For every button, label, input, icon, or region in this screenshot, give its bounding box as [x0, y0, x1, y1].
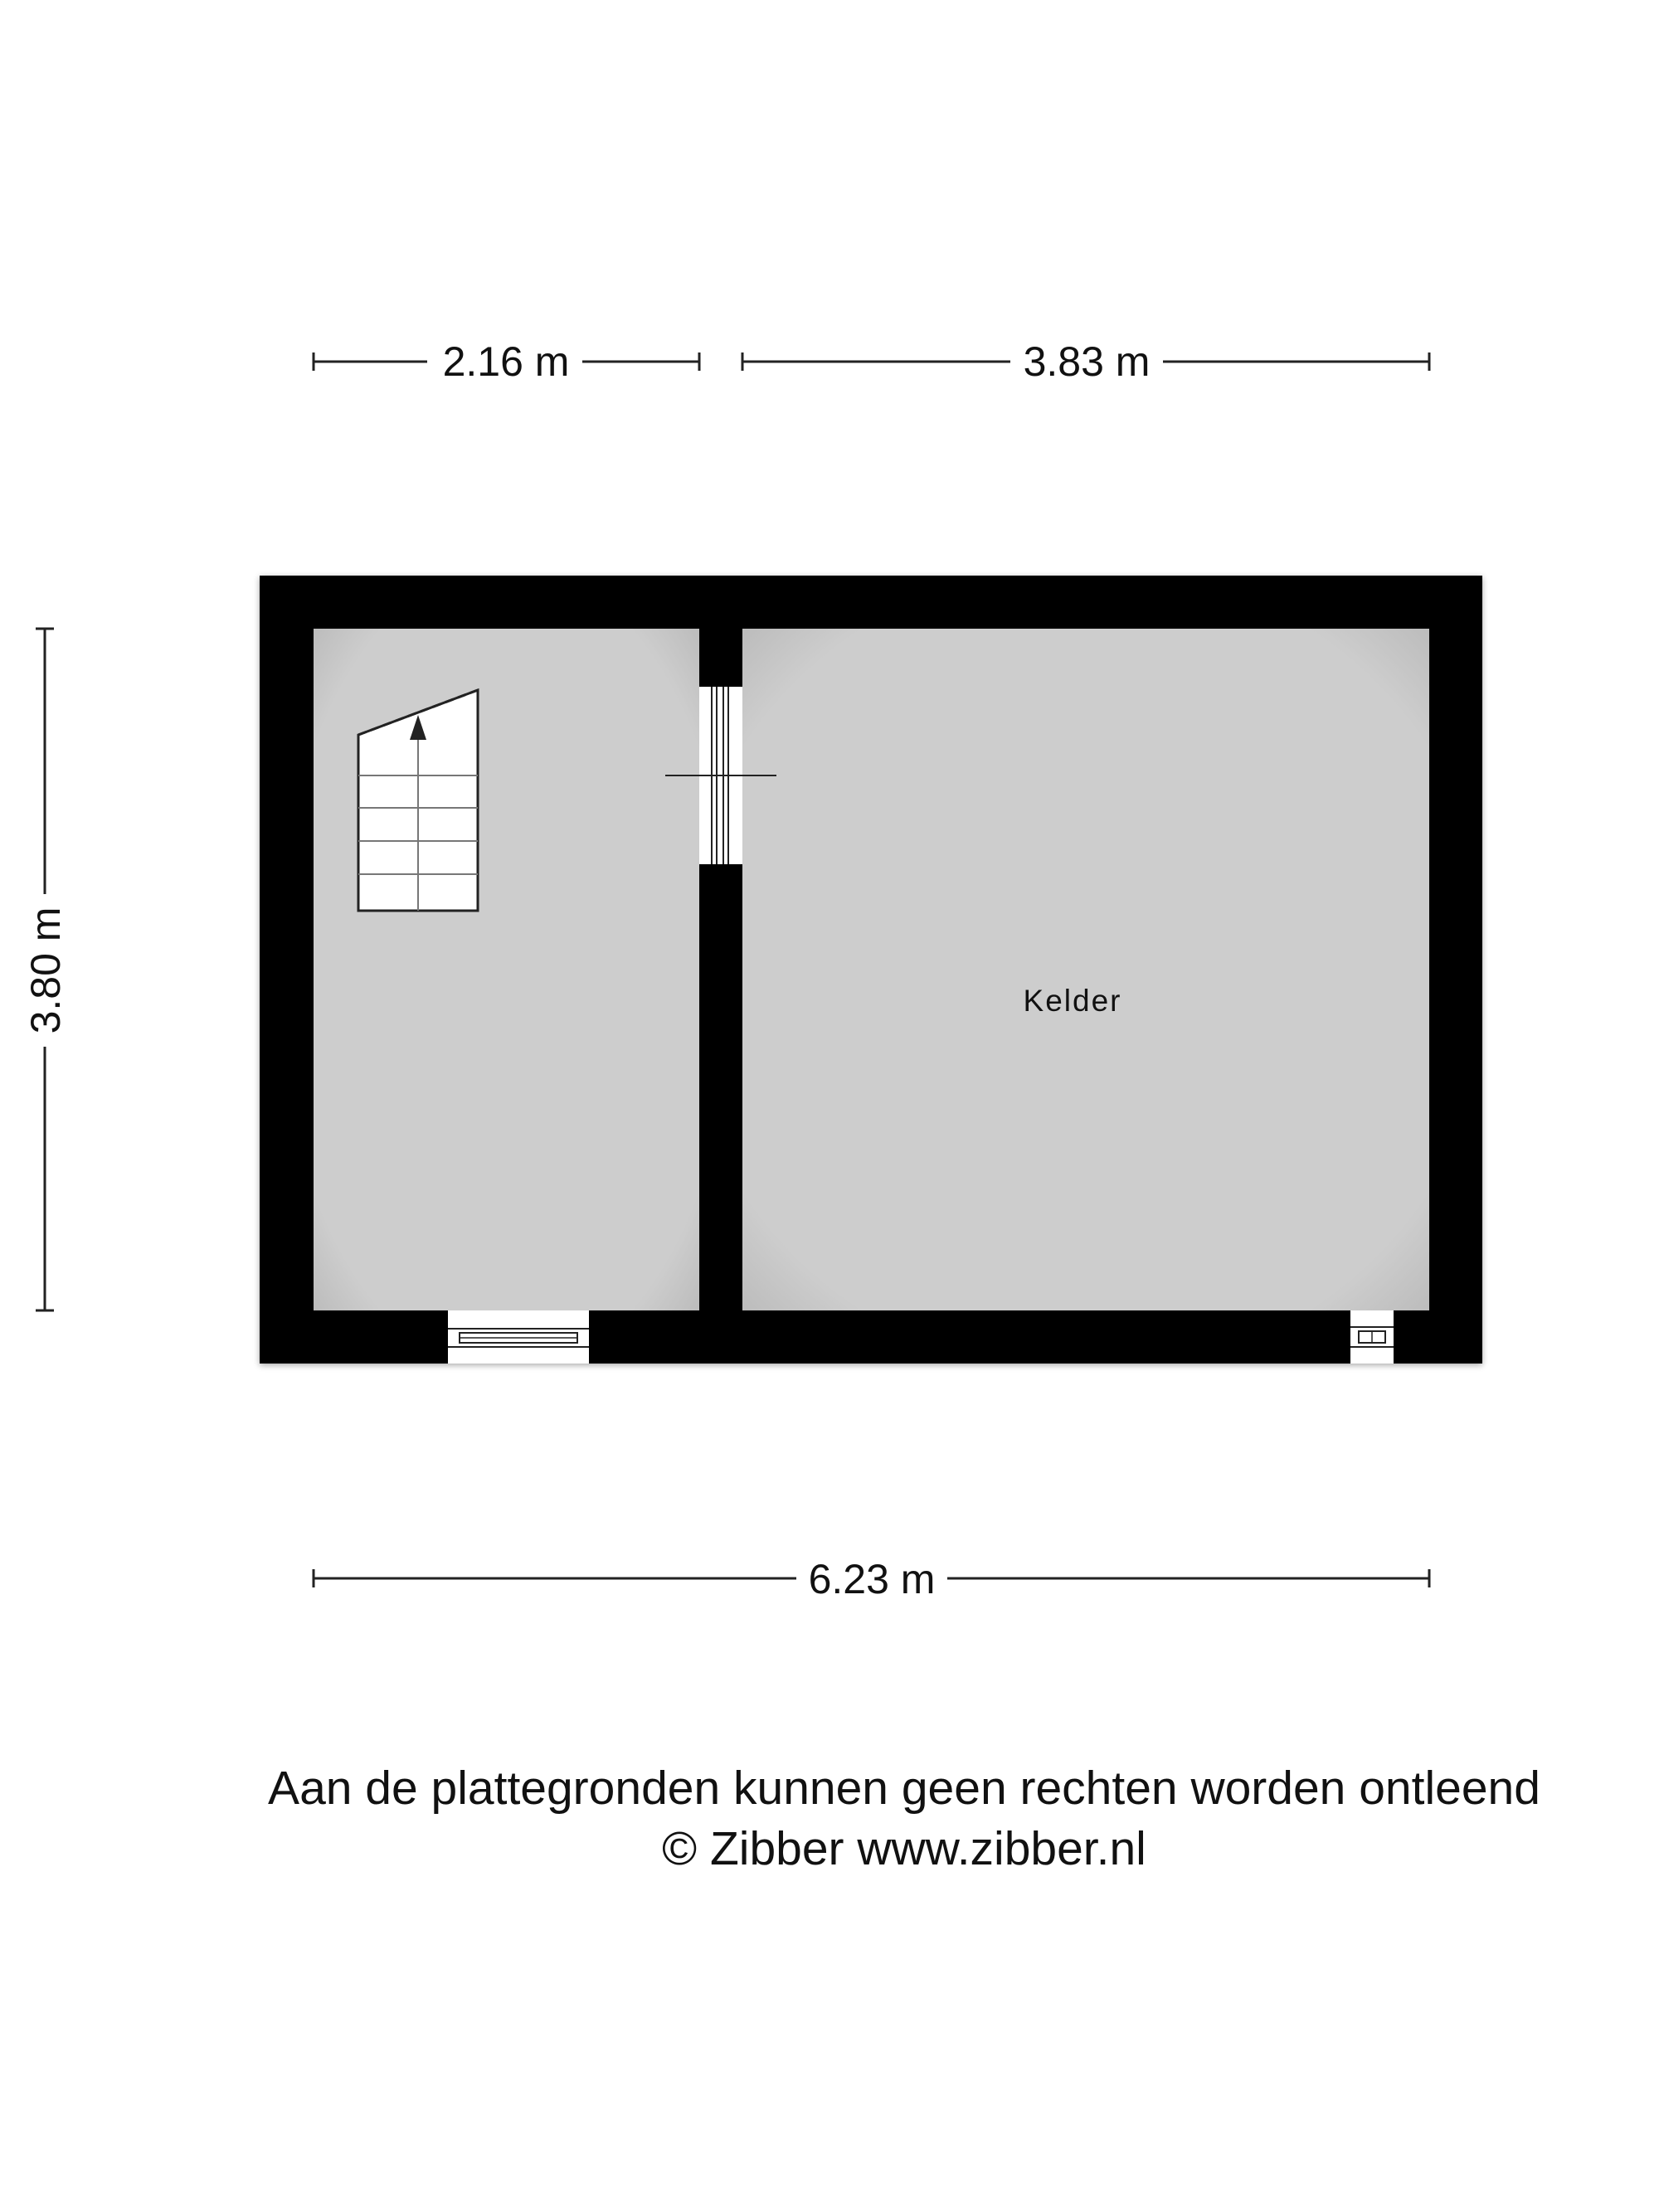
dimension-label-top-left: 2.16 m: [442, 338, 570, 385]
window-bottom-right: [1350, 1310, 1394, 1364]
footer-copyright: © Zibber www.zibber.nl: [662, 1822, 1146, 1875]
window-bottom-left: [448, 1310, 589, 1364]
floor-kelder: [742, 629, 1429, 1310]
dimension-label-bottom: 6.23 m: [808, 1556, 936, 1602]
dimension-label-left: 3.80 m: [22, 907, 69, 1034]
room-label-kelder: Kelder: [1023, 984, 1122, 1018]
dimension-label-top-right: 3.83 m: [1023, 338, 1151, 385]
footer-disclaimer: Aan de plattegronden kunnen geen rechten worden ontleend: [268, 1762, 1540, 1815]
